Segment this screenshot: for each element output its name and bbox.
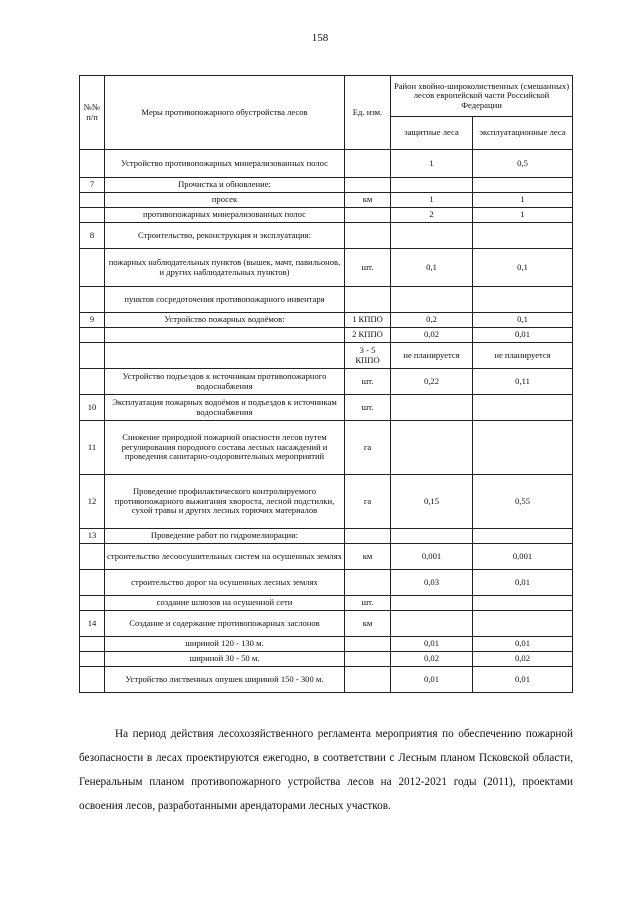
cell-measure: Эксплуатация пожарных водоёмов и подъездов к источникам водоснабжения xyxy=(105,395,345,421)
table-row xyxy=(80,544,573,570)
cell-exploitation: 0,02 xyxy=(473,652,573,667)
cell-exploitation xyxy=(473,596,573,611)
cell-protective: 0,02 xyxy=(391,328,473,343)
cell-measure: Устройство пожарных водоёмов: xyxy=(105,313,345,328)
cell-exploitation: не планируется xyxy=(473,343,573,369)
cell-num xyxy=(80,596,105,611)
cell-unit: шт. xyxy=(345,596,391,611)
cell-num xyxy=(80,544,105,570)
cell-num xyxy=(80,369,105,395)
cell-exploitation: 0,01 xyxy=(473,328,573,343)
cell-protective: 1 xyxy=(391,193,473,208)
cell-protective: 0,01 xyxy=(391,637,473,652)
cell-protective xyxy=(391,529,473,544)
table-row xyxy=(80,178,573,193)
cell-unit xyxy=(345,570,391,596)
cell-exploitation: 0,01 xyxy=(473,667,573,693)
cell-num: 11 xyxy=(80,421,105,475)
cell-num xyxy=(80,343,105,369)
table-row xyxy=(80,596,573,611)
cell-measure xyxy=(105,328,345,343)
cell-protective: 0,15 xyxy=(391,475,473,529)
body-paragraph: На период действия лесохозяйственного регламента мероприятия по обеспечению пожарной безопасности в лесах проектируются ежегодно, в соответствии с Лесным планом Псковской области, Генеральным планом противопожарного устройства лесов на 2012-2021 годы (2011), проектами освоения лесов, разработанными арендаторами лесных участков. xyxy=(79,728,573,812)
cell-num: 10 xyxy=(80,395,105,421)
table-row xyxy=(80,667,573,693)
cell-num xyxy=(80,652,105,667)
cell-exploitation: 1 xyxy=(473,193,573,208)
table-row xyxy=(80,193,573,208)
cell-num xyxy=(80,637,105,652)
cell-protective xyxy=(391,395,473,421)
header-protective: защитные леса xyxy=(391,117,473,150)
page-number: 158 xyxy=(311,32,329,44)
cell-num: 13 xyxy=(80,529,105,544)
cell-measure: пожарных наблюдательных пунктов (вышек, мачт, павильонов, и других наблюдательных пунктов) xyxy=(105,249,345,287)
header-exploitation: эксплуатационные леса xyxy=(473,117,573,150)
table-row xyxy=(80,421,573,475)
cell-measure: Устройство лиственных опушек шириной 150 - 300 м. xyxy=(105,667,345,693)
cell-unit xyxy=(345,208,391,223)
cell-protective xyxy=(391,611,473,637)
cell-unit xyxy=(345,150,391,178)
cell-protective: 2 xyxy=(391,208,473,223)
cell-num xyxy=(80,208,105,223)
cell-exploitation: 0,5 xyxy=(473,150,573,178)
table-row xyxy=(80,343,573,369)
table-body xyxy=(80,150,573,693)
cell-protective: 0,1 xyxy=(391,249,473,287)
header-unit: Ед. изм. xyxy=(345,76,391,150)
cell-unit: шт. xyxy=(345,249,391,287)
cell-measure: строительство лесоосушительных систем на осушенных землях xyxy=(105,544,345,570)
cell-protective: 0,22 xyxy=(391,369,473,395)
cell-num: 12 xyxy=(80,475,105,529)
cell-exploitation: 0,001 xyxy=(473,544,573,570)
cell-unit: га xyxy=(345,421,391,475)
cell-measure: создание шлюзов на осушенной сети xyxy=(105,596,345,611)
fire-measures-table xyxy=(79,75,573,693)
cell-protective: 0,2 xyxy=(391,313,473,328)
table-row xyxy=(80,223,573,249)
cell-unit xyxy=(345,223,391,249)
header-num: №№ п/п xyxy=(80,76,105,150)
cell-protective xyxy=(391,421,473,475)
cell-measure: Проведение работ по гидромелиорации: xyxy=(105,529,345,544)
cell-measure: Создание и содержание противопожарных заслонов xyxy=(105,611,345,637)
cell-protective xyxy=(391,287,473,313)
cell-protective xyxy=(391,596,473,611)
table-row xyxy=(80,150,573,178)
cell-measure: Строительство, реконструкция и эксплуатация: xyxy=(105,223,345,249)
cell-exploitation xyxy=(473,421,573,475)
cell-unit xyxy=(345,529,391,544)
cell-exploitation xyxy=(473,287,573,313)
table-row xyxy=(80,328,573,343)
cell-num: 9 xyxy=(80,313,105,328)
table-row xyxy=(80,637,573,652)
cell-exploitation: 0,01 xyxy=(473,570,573,596)
cell-unit xyxy=(345,652,391,667)
cell-num: 14 xyxy=(80,611,105,637)
cell-protective: 0,001 xyxy=(391,544,473,570)
cell-exploitation xyxy=(473,223,573,249)
cell-measure: просек xyxy=(105,193,345,208)
table-row xyxy=(80,249,573,287)
header-measure: Меры противопожарного обустройства лесов xyxy=(105,76,345,150)
cell-num xyxy=(80,249,105,287)
table-row xyxy=(80,313,573,328)
cell-exploitation: 0,11 xyxy=(473,369,573,395)
cell-exploitation xyxy=(473,529,573,544)
cell-protective: 0,01 xyxy=(391,667,473,693)
cell-unit: шт. xyxy=(345,395,391,421)
cell-exploitation: 0,1 xyxy=(473,313,573,328)
header-region: Район хвойно-широколиственных (смешанных) лесов европейской части Российской Федерации xyxy=(391,76,573,117)
cell-protective xyxy=(391,223,473,249)
table-row xyxy=(80,529,573,544)
table-row xyxy=(80,475,573,529)
cell-measure xyxy=(105,343,345,369)
cell-unit: шт. xyxy=(345,369,391,395)
cell-unit: км xyxy=(345,611,391,637)
cell-num xyxy=(80,570,105,596)
cell-exploitation xyxy=(473,395,573,421)
cell-unit: 2 КППО xyxy=(345,328,391,343)
cell-measure: Проведение профилактического контролируемого противопожарного выжигания хвороста, лесной подстилки, сухой травы и других лесных горючих материалов xyxy=(105,475,345,529)
cell-unit: км xyxy=(345,544,391,570)
cell-measure: шириной 120 - 130 м. xyxy=(105,637,345,652)
cell-measure: Снижение природной пожарной опасности лесов путем регулирования породного состава лесных насаждений и проведения санитарно-оздоровительных мероприятий xyxy=(105,421,345,475)
cell-num: 8 xyxy=(80,223,105,249)
cell-measure: пунктов сосредоточения противопожарного инвентаря xyxy=(105,287,345,313)
cell-unit xyxy=(345,287,391,313)
cell-unit xyxy=(345,667,391,693)
table-row xyxy=(80,652,573,667)
table-row xyxy=(80,287,573,313)
cell-measure: противопожарных минерализованных полос xyxy=(105,208,345,223)
cell-unit: 1 КППО xyxy=(345,313,391,328)
cell-protective: 0,03 xyxy=(391,570,473,596)
cell-unit: га xyxy=(345,475,391,529)
cell-measure: шириной 30 - 50 м. xyxy=(105,652,345,667)
cell-num xyxy=(80,193,105,208)
cell-num xyxy=(80,667,105,693)
table-row xyxy=(80,369,573,395)
cell-exploitation xyxy=(473,611,573,637)
cell-exploitation: 0,55 xyxy=(473,475,573,529)
cell-unit: км xyxy=(345,193,391,208)
cell-unit: 3 - 5 КППО xyxy=(345,343,391,369)
cell-unit xyxy=(345,637,391,652)
cell-protective: 0,02 xyxy=(391,652,473,667)
cell-num xyxy=(80,328,105,343)
cell-num xyxy=(80,150,105,178)
cell-exploitation: 0,01 xyxy=(473,637,573,652)
cell-num xyxy=(80,287,105,313)
cell-protective: не планируется xyxy=(391,343,473,369)
table-row xyxy=(80,395,573,421)
cell-protective: 1 xyxy=(391,150,473,178)
cell-exploitation: 1 xyxy=(473,208,573,223)
table-row xyxy=(80,570,573,596)
cell-measure: Устройство подъездов к источникам противопожарного водоснабжения xyxy=(105,369,345,395)
table-row xyxy=(80,208,573,223)
cell-unit xyxy=(345,178,391,193)
cell-exploitation: 0,1 xyxy=(473,249,573,287)
cell-exploitation xyxy=(473,178,573,193)
cell-protective xyxy=(391,178,473,193)
cell-measure: Прочистка и обновление: xyxy=(105,178,345,193)
cell-num: 7 xyxy=(80,178,105,193)
table-row xyxy=(80,611,573,637)
cell-measure: Устройство противопожарных минерализованных полос xyxy=(105,150,345,178)
cell-measure: строительство дорог на осушенных лесных землях xyxy=(105,570,345,596)
